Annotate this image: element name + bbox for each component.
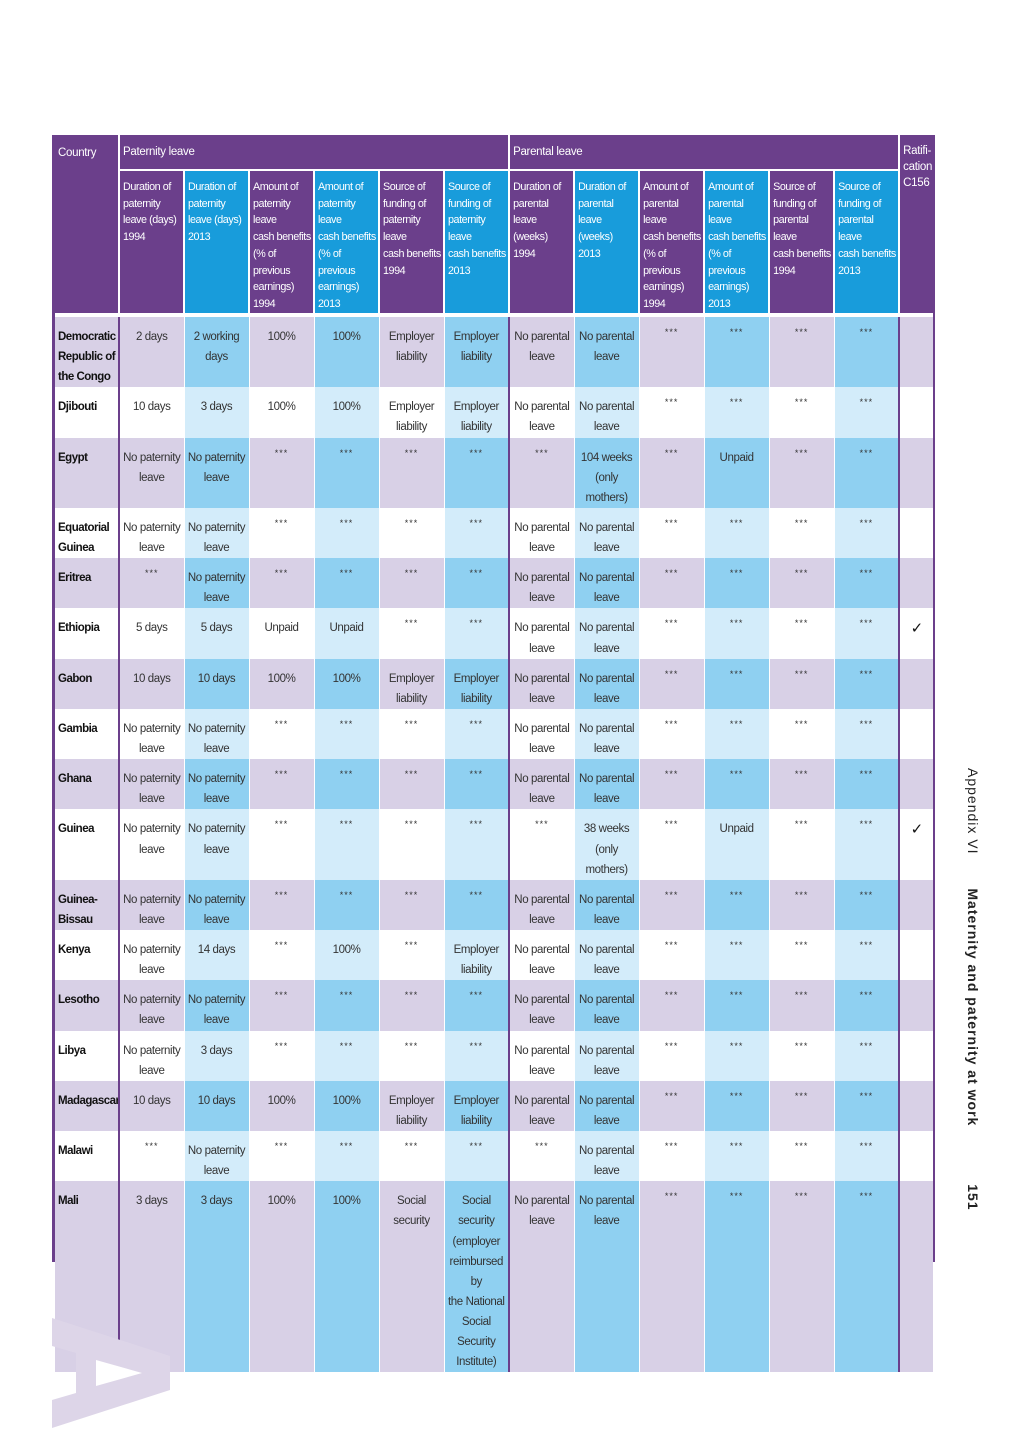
table-row	[55, 1131, 933, 1181]
data-cell: ***	[704, 1181, 769, 1372]
country-cell: Guinea	[55, 809, 119, 879]
country-cell: Libya	[55, 1031, 119, 1081]
data-cell: Unpaid	[249, 608, 314, 658]
data-cell: ***	[379, 438, 444, 508]
table-frame	[52, 135, 935, 1369]
table-row	[55, 1031, 933, 1081]
data-cell: ***	[379, 930, 444, 980]
ratification-cell	[899, 1181, 933, 1372]
data-cell: ***	[444, 1031, 509, 1081]
ratification-cell	[899, 315, 933, 387]
data-cell: ***	[704, 1131, 769, 1181]
header-paternity-leave: Paternity leave	[119, 135, 509, 170]
country-cell: Malawi	[55, 1131, 119, 1181]
ratification-cell	[899, 759, 933, 809]
country-cell: Democratic Republic of the Congo	[55, 315, 119, 387]
data-cell: ***	[249, 508, 314, 558]
data-cell: ***	[704, 930, 769, 980]
header-country: Country	[58, 147, 97, 159]
data-cell: Employer liability	[444, 387, 509, 437]
ratification-cell	[899, 438, 933, 508]
ratification-cell	[899, 659, 933, 709]
data-cell: No paternity leave	[184, 809, 249, 879]
data-cell: ***	[704, 880, 769, 930]
country-cell: Djibouti	[55, 387, 119, 437]
data-cell: No paternity leave	[184, 558, 249, 608]
header-ratification: Ratifi- cation C156	[899, 135, 933, 315]
data-cell: Employer liability	[379, 659, 444, 709]
data-cell: ***	[639, 709, 704, 759]
data-cell: ***	[639, 315, 704, 387]
data-cell: 10 days	[119, 1081, 184, 1131]
country-cell: Kenya	[55, 930, 119, 980]
data-cell: No parental leave	[509, 980, 574, 1030]
data-cell: ***	[834, 315, 899, 387]
data-cell: 2 working days	[184, 315, 249, 387]
data-cell: No parental leave	[509, 508, 574, 558]
data-cell: No paternity leave	[119, 930, 184, 980]
section-title: Maternity and paternity at work	[965, 888, 981, 1127]
data-cell: Employer liability	[444, 659, 509, 709]
data-cell: ***	[769, 659, 834, 709]
data-cell: 3 days	[119, 1181, 184, 1372]
data-cell: ***	[834, 930, 899, 980]
data-cell: ***	[639, 608, 704, 658]
data-cell: No parental leave	[574, 508, 639, 558]
data-cell: ***	[834, 1031, 899, 1081]
data-cell: 100%	[314, 1081, 379, 1131]
column-header: Source of funding of parental leave cash benefits 1994	[769, 170, 834, 315]
table-row	[55, 508, 933, 558]
ratification-cell	[899, 1131, 933, 1181]
data-cell: 14 days	[184, 930, 249, 980]
data-cell: ***	[314, 558, 379, 608]
data-cell: ***	[509, 438, 574, 508]
data-cell: ***	[639, 759, 704, 809]
data-cell: ***	[444, 880, 509, 930]
data-cell: ***	[834, 1181, 899, 1372]
data-cell: ***	[704, 387, 769, 437]
data-cell: 100%	[314, 659, 379, 709]
data-cell: No paternity leave	[119, 880, 184, 930]
data-cell: Employer liability	[444, 930, 509, 980]
data-cell: ***	[769, 759, 834, 809]
data-cell: No parental leave	[509, 709, 574, 759]
data-cell: No parental leave	[574, 1081, 639, 1131]
data-cell: ***	[704, 508, 769, 558]
table-row	[55, 558, 933, 608]
data-cell: No parental leave	[509, 1031, 574, 1081]
column-header: Amount of parental leave cash benefits (% of previous earnings) 1994	[639, 170, 704, 315]
data-cell: No parental leave	[509, 880, 574, 930]
column-header: Duration of parental leave (weeks) 2013	[574, 170, 639, 315]
data-cell: No paternity leave	[119, 759, 184, 809]
data-cell: ***	[704, 709, 769, 759]
data-cell: Unpaid	[314, 608, 379, 658]
data-cell: ***	[704, 558, 769, 608]
data-cell: ***	[379, 759, 444, 809]
data-cell: No parental leave	[509, 1181, 574, 1372]
column-header: Source of funding of paternity leave cash benefits 1994	[379, 170, 444, 315]
data-cell: ***	[444, 809, 509, 879]
table-row	[55, 659, 933, 709]
data-cell: 3 days	[184, 387, 249, 437]
country-cell: Ethiopia	[55, 608, 119, 658]
data-cell: ***	[639, 880, 704, 930]
data-cell: ***	[769, 809, 834, 879]
data-cell: ***	[639, 659, 704, 709]
data-cell: ***	[704, 980, 769, 1030]
data-cell: 100%	[249, 659, 314, 709]
data-cell: 100%	[314, 387, 379, 437]
data-cell: ***	[444, 508, 509, 558]
data-cell: ***	[249, 558, 314, 608]
data-cell: ***	[314, 759, 379, 809]
data-cell: ***	[249, 1031, 314, 1081]
data-cell: ***	[769, 1181, 834, 1372]
data-cell: ***	[769, 709, 834, 759]
data-cell: No parental leave	[574, 315, 639, 387]
column-header: Duration of paternity leave (days) 1994	[119, 170, 184, 315]
data-cell: ***	[379, 558, 444, 608]
ratification-cell	[899, 930, 933, 980]
data-cell: ***	[639, 558, 704, 608]
column-header: Amount of paternity leave cash benefits (% of previous earnings) 1994	[249, 170, 314, 315]
column-header: Duration of paternity leave (days) 2013	[184, 170, 249, 315]
table-row	[55, 759, 933, 809]
country-cell: Equatorial Guinea	[55, 508, 119, 558]
data-cell: ***	[509, 1131, 574, 1181]
data-cell: ***	[444, 1131, 509, 1181]
data-cell: ***	[639, 1081, 704, 1131]
data-cell: Employer liability	[444, 1081, 509, 1131]
data-cell: 3 days	[184, 1031, 249, 1081]
data-cell: No parental leave	[574, 980, 639, 1030]
country-cell: Gabon	[55, 659, 119, 709]
country-cell: Lesotho	[55, 980, 119, 1030]
data-cell: ***	[704, 315, 769, 387]
ratification-cell: ✓	[899, 608, 933, 658]
data-cell: 2 days	[119, 315, 184, 387]
data-cell: ***	[769, 1031, 834, 1081]
data-cell: No parental leave	[509, 1081, 574, 1131]
data-cell: No paternity leave	[184, 438, 249, 508]
data-cell: ***	[249, 980, 314, 1030]
data-cell: ***	[769, 980, 834, 1030]
data-cell: ***	[314, 809, 379, 879]
data-cell: ***	[314, 709, 379, 759]
data-cell: ***	[769, 880, 834, 930]
data-cell: ***	[444, 709, 509, 759]
data-cell: ***	[769, 1131, 834, 1181]
data-cell: ***	[769, 608, 834, 658]
data-cell: No paternity leave	[119, 809, 184, 879]
data-cell: No parental leave	[509, 930, 574, 980]
ratification-cell	[899, 1031, 933, 1081]
data-cell: ***	[639, 508, 704, 558]
data-cell: ***	[379, 1031, 444, 1081]
data-cell: ***	[704, 608, 769, 658]
data-cell: ***	[639, 930, 704, 980]
column-header: Source of funding of parental leave cash benefits 2013	[834, 170, 899, 315]
data-cell: ***	[769, 387, 834, 437]
data-cell: ***	[379, 1131, 444, 1181]
data-cell: Employer liability	[379, 315, 444, 387]
data-cell: ***	[249, 709, 314, 759]
data-cell: ***	[769, 930, 834, 980]
column-header: Amount of parental leave cash benefits (% of previous earnings) 2013	[704, 170, 769, 315]
data-cell: ***	[249, 438, 314, 508]
data-cell: ***	[249, 930, 314, 980]
data-cell: ***	[444, 980, 509, 1030]
data-cell: ***	[444, 558, 509, 608]
data-cell: ***	[509, 809, 574, 879]
table-row	[55, 387, 933, 437]
data-cell: 100%	[314, 1181, 379, 1372]
ratification-cell: ✓	[899, 809, 933, 879]
data-cell: ***	[639, 1181, 704, 1372]
table-row	[55, 438, 933, 508]
data-cell: ***	[444, 438, 509, 508]
data-cell: ***	[704, 759, 769, 809]
data-cell: No paternity leave	[184, 508, 249, 558]
data-cell: ***	[379, 880, 444, 930]
data-cell: ***	[834, 809, 899, 879]
country-cell: Guinea-Bissau	[55, 880, 119, 930]
data-cell: No paternity leave	[184, 709, 249, 759]
data-cell: ***	[249, 1131, 314, 1181]
data-cell: No parental leave	[574, 759, 639, 809]
data-cell: No parental leave	[574, 1131, 639, 1181]
data-cell: 100%	[249, 1181, 314, 1372]
data-cell: ***	[639, 1031, 704, 1081]
data-cell: No parental leave	[574, 880, 639, 930]
side-running-head	[965, 768, 981, 1211]
data-cell: ***	[834, 387, 899, 437]
data-cell: ***	[379, 608, 444, 658]
data-cell: ***	[639, 387, 704, 437]
ratification-cell	[899, 387, 933, 437]
country-cell: Madagascar	[55, 1081, 119, 1131]
ratification-cell	[899, 558, 933, 608]
data-cell: No parental leave	[509, 759, 574, 809]
data-cell: No paternity leave	[119, 709, 184, 759]
data-cell: ***	[314, 438, 379, 508]
data-cell: ***	[119, 558, 184, 608]
data-cell: ***	[704, 1081, 769, 1131]
table-row	[55, 608, 933, 658]
ratification-cell	[899, 508, 933, 558]
data-cell: No paternity leave	[184, 759, 249, 809]
ratification-cell	[899, 1081, 933, 1131]
data-cell: No parental leave	[509, 659, 574, 709]
data-cell: 10 days	[119, 659, 184, 709]
country-cell: Eritrea	[55, 558, 119, 608]
data-cell: 100%	[249, 1081, 314, 1131]
table-row	[55, 980, 933, 1030]
data-cell: No paternity leave	[119, 438, 184, 508]
data-cell: ***	[769, 1081, 834, 1131]
table-row	[55, 809, 933, 879]
data-cell: No parental leave	[574, 659, 639, 709]
data-cell: ***	[769, 438, 834, 508]
data-cell: No paternity leave	[184, 980, 249, 1030]
data-cell: ***	[314, 880, 379, 930]
appendix-label: Appendix VI	[965, 768, 981, 855]
data-cell: ***	[834, 608, 899, 658]
section-letter-watermark	[52, 1318, 170, 1428]
data-cell: 3 days	[184, 1181, 249, 1372]
data-cell: 10 days	[184, 1081, 249, 1131]
ratification-cell	[899, 980, 933, 1030]
data-cell: ***	[834, 558, 899, 608]
country-cell: Ghana	[55, 759, 119, 809]
data-cell: ***	[639, 809, 704, 879]
data-cell: 104 weeks (only mothers)	[574, 438, 639, 508]
data-cell: No parental leave	[509, 315, 574, 387]
data-cell: No parental leave	[509, 608, 574, 658]
data-cell: ***	[639, 438, 704, 508]
column-header: Amount of paternity leave cash benefits (% of previous earnings) 2013	[314, 170, 379, 315]
data-cell: ***	[834, 759, 899, 809]
data-cell: 100%	[249, 315, 314, 387]
data-cell: ***	[249, 759, 314, 809]
data-cell: 100%	[314, 315, 379, 387]
data-cell: Social security (employer reimbursed by the National Social Security Institute)	[444, 1181, 509, 1372]
data-cell: ***	[834, 1081, 899, 1131]
table-row	[55, 880, 933, 930]
data-cell: 10 days	[119, 387, 184, 437]
data-cell: Unpaid	[704, 809, 769, 879]
data-cell: ***	[119, 1131, 184, 1181]
header-parental-leave: Parental leave	[509, 135, 899, 170]
data-cell: No parental leave	[574, 558, 639, 608]
data-cell: No parental leave	[574, 709, 639, 759]
data-cell: No paternity leave	[184, 1131, 249, 1181]
data-cell: 5 days	[119, 608, 184, 658]
column-header: Duration of parental leave (weeks) 1994	[509, 170, 574, 315]
data-cell: No parental leave	[574, 930, 639, 980]
column-header: Source of funding of paternity leave cash benefits 2013	[444, 170, 509, 315]
data-cell: Employer liability	[379, 387, 444, 437]
data-cell: ***	[834, 980, 899, 1030]
data-cell: ***	[444, 608, 509, 658]
data-cell: 10 days	[184, 659, 249, 709]
data-cell: No parental leave	[574, 387, 639, 437]
data-cell: No parental leave	[574, 608, 639, 658]
data-cell: No parental leave	[509, 558, 574, 608]
data-cell: ***	[834, 508, 899, 558]
data-cell: ***	[834, 709, 899, 759]
page-number: 151	[965, 1184, 981, 1211]
ratification-cell	[899, 709, 933, 759]
data-cell: ***	[379, 980, 444, 1030]
data-cell: ***	[379, 508, 444, 558]
data-cell: ***	[314, 1131, 379, 1181]
data-cell: ***	[639, 980, 704, 1030]
data-cell: No parental leave	[509, 387, 574, 437]
data-cell: 100%	[249, 387, 314, 437]
country-cell: Gambia	[55, 709, 119, 759]
data-cell: ***	[834, 1131, 899, 1181]
table-row	[55, 1081, 933, 1131]
data-cell: ***	[704, 1031, 769, 1081]
data-cell: ***	[314, 980, 379, 1030]
table-row	[55, 1181, 933, 1372]
data-cell: ***	[379, 709, 444, 759]
data-cell: No paternity leave	[119, 980, 184, 1030]
data-cell: 38 weeks (only mothers)	[574, 809, 639, 879]
data-cell: ***	[379, 809, 444, 879]
country-cell: Egypt	[55, 438, 119, 508]
leave-table	[55, 135, 933, 1372]
data-cell: ***	[834, 659, 899, 709]
data-cell: No paternity leave	[184, 880, 249, 930]
data-cell: Social security	[379, 1181, 444, 1372]
data-cell: 5 days	[184, 608, 249, 658]
data-cell: 100%	[314, 930, 379, 980]
table-row	[55, 315, 933, 387]
data-cell: No parental leave	[574, 1181, 639, 1372]
data-cell: ***	[769, 558, 834, 608]
data-cell: ***	[314, 508, 379, 558]
data-cell: ***	[769, 508, 834, 558]
data-cell: ***	[639, 1131, 704, 1181]
data-cell: ***	[249, 809, 314, 879]
data-cell: ***	[704, 659, 769, 709]
data-cell: Employer liability	[379, 1081, 444, 1131]
data-cell: ***	[834, 880, 899, 930]
data-cell: ***	[834, 438, 899, 508]
table-row	[55, 709, 933, 759]
data-cell: Employer liability	[444, 315, 509, 387]
data-cell: ***	[249, 880, 314, 930]
table-row	[55, 930, 933, 980]
ratification-cell	[899, 880, 933, 930]
data-cell: No paternity leave	[119, 508, 184, 558]
data-cell: ***	[314, 1031, 379, 1081]
data-cell: No paternity leave	[119, 1031, 184, 1081]
country-cell: Mali	[55, 1181, 119, 1372]
data-cell: Unpaid	[704, 438, 769, 508]
data-cell: ***	[444, 759, 509, 809]
data-cell: No parental leave	[574, 1031, 639, 1081]
data-cell: ***	[769, 315, 834, 387]
